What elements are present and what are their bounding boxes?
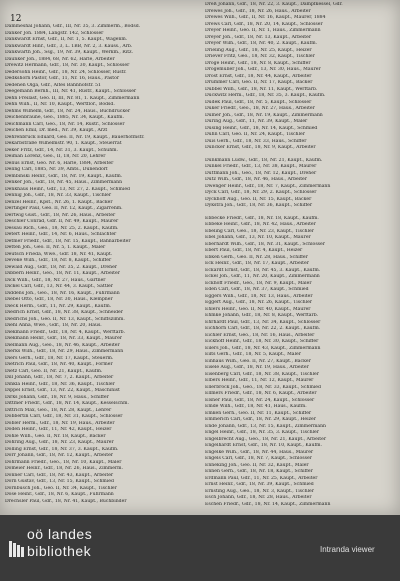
directory-entry: Elbers Heinr., Gdr., 11, Nr. 12, Kaupt., Maurer — [205, 378, 314, 383]
directory-entry: Dinkla Heinr., Gdr., 18, Nr. 36, Kaupt., Tischler — [5, 381, 115, 387]
left-column — [5, 24, 194, 510]
directory-entry: Eilts Gerh., Gdr., 18, Nr. 5, Kaupt., Maler — [205, 352, 301, 357]
directory-entry: Drechsler Paul, Gdr., 18, Nr. 41, Kaupt., Buchbinder — [5, 498, 127, 504]
directory-entry: Deichenbraune, Geo., 1885, Nr. 34, Kaupt., Kaufm. — [5, 115, 124, 120]
directory-entry: Deutsch Frieda, Wwe., Gdr. 18, Nr. 41, Kaupt. — [5, 251, 113, 257]
directory-entry: Dewald Aug., Gdr., 18, Nr. 35, 2. Kaupt., Dreher — [5, 264, 117, 270]
directory-entry: Dertwig Gust., Gdr., 18, Nr. 26, Haus., Arbeiter — [5, 212, 116, 218]
logo-bars-icon — [9, 525, 25, 559]
directory-entry: Drews Carl, Gdr., 18, Nr. 20, 14, Kaupt., Schlosser — [205, 21, 323, 27]
directory-entry: Dembinski Heinr., Gdr., 18, Nr. 19, Kaupt., Kaufm. — [5, 173, 123, 179]
directory-entry: Dankwardt Ernst, Gdr., II, Nr. 1, 5. Kaupt., Wagenm. — [5, 37, 128, 42]
directory-entry: Diddens Joh., Geo., 18, Nr. 16, Kaupt., Fuhrmann — [5, 290, 120, 296]
directory-entry: Dehrenbruck Eduard, Geo. II, Nr. 19, Kaupt., Bauerhofmstr. — [5, 134, 145, 140]
directory-entry: Dümer Joh., Gdr., 18, Nr. 19, Kaupt., Zimmermann — [205, 112, 323, 118]
directory-entry: Eisele Aug., Gdr., 18, Nr. 19, Haus., Arbeiter — [205, 365, 309, 370]
directory-entry: Ellerbrock Joh., Geo., 18, Nr. 33, Kaupt., Schmied — [205, 384, 321, 390]
directory-entry: Dykstra Joh., Gdr., 18, Nr. 36, Kaupt., Schiffer — [205, 203, 313, 208]
directory-entry: Ernst Heinr., Gdr., 18, Nr. 39, Kaupt., Schmied — [205, 482, 314, 487]
directory-entry: Eckhoff Friedr., Geo., 18, Nr. 9, Kaupt., Maler — [205, 280, 312, 286]
directory-entry: Engels Carl, Gdr., 18, Nr. 7, Kaupt., Schlosser — [205, 456, 312, 461]
directory-entry: Delius Ernst, Geo. Nr. 6, Harle, 1884, Arbeiter — [5, 160, 114, 166]
library-logo — [9, 525, 139, 565]
directory-entry: Dirks Johann, Gdr., 18, Nr. 9, Haus., Schiffer — [5, 394, 109, 400]
directory-entry: Dornbusch Joh., Geo. II, Nr. 34, Kaupt., Tischler — [5, 485, 117, 491]
directory-entry: Döhring Aug., Gdr., 18, Nr. 23, Kaupt., Maurer — [5, 440, 114, 445]
directory-entry: Dehn Wilh., II, Nr. 10, Kaupt., Wertflor., Bodsd. — [5, 102, 115, 107]
directory-entry: Esch Johann, Gdr., 18, Nr. 28, Haus., Arbeiter — [205, 495, 312, 500]
directory-entry: Dankwarth Joh., Ssg., 19, Nr. 39, Kaupt., Werkm., Ritz. — [5, 50, 133, 55]
directory-entry: Diedrich Ernst, Gdr., 18, Nr. 38, Kaupt., Schneider — [5, 310, 123, 315]
directory-entry: Danker Joh. 1884, Langstr. 142, Schlosser — [5, 30, 104, 36]
directory-entry: Deschler Conrad, Gdr. II, Nr. 49, Kaupt., Maurer — [5, 219, 119, 224]
directory-entry: Ernsting Aug., Geo., 18, Nr. 3, Kaupt., Tischler — [205, 488, 314, 494]
directory-entry: Dehn Freilast, Geo. II, III, Nr. 81, 1. Kaupt., Zimmermann — [5, 95, 140, 101]
directory-entry: Eden Carl, Gdr., 18, Nr. 37, Kaupt., Schmied — [205, 287, 309, 292]
right-column — [205, 2, 394, 510]
directory-entry: Denkhaus Heinr., Gdr., 13, Nr. 27, 2. Kaupt., Schmied — [5, 186, 130, 192]
directory-entry: Eggers Wilh., Gdr., 18, Nr. 13, Haus., Arbeiter — [205, 293, 313, 299]
directory-entry: Drieling Aug., Gdr., 18, Nr. 25, Kaupt., Heizer — [205, 47, 312, 53]
directory-entry: Dreyer Wilh., Gdr., 18, Nr. 40, 2. Kaupt., Kaufm. — [205, 41, 318, 46]
directory-entry: Deichmann Carl, Geo., 18, Nr. 14, Rüstr., Schlosser — [5, 121, 125, 127]
directory-entry: Düring Aug., Gdr., 11, Nr. 39, Kaupt., Maler — [205, 119, 308, 124]
directory-entry: Eckardt Ernst, Gdr., 18, Nr. 45, 3. Kaupt., Kaufm. — [205, 267, 321, 273]
directory-entry: Ende Johann, Gdr., 13, Nr. 15, Kaupt., Zimmermann — [205, 423, 327, 429]
directory-entry: Duncker Ernst, Gdr., 18, Nr. 9, Kaupt., Arbeiter — [205, 145, 316, 150]
directory-entry: Dorn Gustav, Gdr., 13, Nr. 15, Kaupt., Schmied — [5, 479, 114, 484]
directory-entry: Engelhardt Ernst, Gdr., 18, Nr. 10, Kaupt., Kaufm. — [205, 443, 322, 448]
directory-entry: Drewes Wilh., Gdr., II, Nr. 16, Kaupt., Maurer, 1884 — [205, 15, 326, 20]
directory-entry: Döhle Wilh., Geo. II, Nr. 18, Kaupt., Bäcker — [5, 433, 106, 439]
directory-entry: Eggert Aug., Gdr., 18, Nr. 26, Kaupt., Tischler — [205, 300, 312, 305]
directory-entry: Eschen Friedr., Gdr., 18, Nr. 14, Kaupt., Zimmermann — [205, 501, 331, 507]
directory-entry: Dekarbstraße Wilhelmstr. 90, 1. Kaupt., Steuerrat — [5, 141, 122, 146]
directory-entry: Dittrich Max, Geo., 18, Nr. 28, Kaupt., Lehrer — [5, 407, 112, 413]
directory-entry: Dubbel Wilh., Gdr., 18, Nr. 11, Kaupt., Werftarb. — [205, 86, 318, 92]
directory-entry: Eisenberg Carl, Gdr., 18, Nr. 38, Kaupt., Tischler — [205, 371, 319, 377]
directory-entry: Dippel Ernst, Gdr., 13, Nr. 22, Kaupt., Maschinist — [5, 388, 120, 393]
directory-entry: Emmerich Carl, Gdr., 18, Nr. 29, Kaupt., Heizer — [205, 417, 316, 422]
directory-entry: Dill Johann, Gdr., 18, Nr. 7, 2. Kaupt., Arbeiter — [5, 375, 114, 380]
directory-entry: Ebeling Carl, Geo., 18, Nr. 23, Kaupt., Tischler — [205, 228, 314, 234]
directory-entry: Deling Carl, 1885, Nr. 39, Amts., Dünendorf — [5, 167, 108, 172]
directory-entry: Einhaus Wilh., Geo. II, Nr. 27, Kaupt., Bäcker — [205, 358, 311, 364]
directory-entry: Engelke Wilh., Gdr., 18, Nr. 44, Haus., Maurer — [205, 449, 314, 455]
directory-entry: Engelbrecht Aug., Geo., 18, Nr. 21, Kaupt., Arbeiter — [205, 436, 327, 442]
directory-entry: Donner Carl, Gdr., 18, Nr. 43, Kaupt., Arbeiter — [5, 472, 114, 478]
directory-entry: Dehms Wilhelm, Gdr., 18, Nr. 24, Haus., Buchdrucker — [5, 108, 131, 114]
directory-entry: Deichen Emil, Dr. med., Nr. 39, Kaupt., Arzt — [5, 128, 108, 133]
directory-entry: Deiman Lorenz, Geo., II, 18, Nr. 20, Lehrer — [5, 154, 106, 159]
logo-text-line2: bibliothek — [27, 543, 92, 559]
directory-entry: Dieck Herm., Gdr., 11, Nr. 29, Kaupt., Kaufm. — [5, 303, 112, 309]
page-number: 12 — [10, 14, 22, 24]
directory-entry: Ehlers Heinr., Geo. II, Nr. 40, Kaupt., Maurer — [205, 306, 311, 312]
directory-entry: Drümmer Carl, Geo. II, Nr. 17, Kaupt., Bäcker — [205, 80, 313, 85]
directory-entry: Doden Heinr., Gdr., 11, Nr. 42, Kaupt., Heizer — [5, 427, 112, 432]
directory-entry: Düker Friedr., Geo., 18, Nr. 27, Haus., Arbeiter — [205, 106, 315, 111]
directory-entry: Drost Ernst, Gdr., 18, Nr. 44, Kaupt., Arbeiter — [205, 73, 312, 79]
directory-entry: Ellmers Friedr., Gdr., 18, Nr. 6, Kaupt., Arbeiter — [205, 391, 317, 396]
directory-entry: Dunkmann Ludw., Gdr., 18, Nr. 21, Kaupt., Kaufm. — [205, 157, 323, 163]
directory-entry: Duis Gerh., Gdr., 18, Nr. 33, Haus., Schiffer — [205, 138, 307, 144]
directory-entry: Emken Gerh., Geo. II, Nr. 11, Kaupt., Schiffer — [205, 410, 312, 416]
directory-entry: Dunkel Friedr., Gdr., 13, Nr. 38, Kaupt., Maurer — [205, 164, 317, 169]
directory-entry: Dreß Johann, Gdr., 18, Nr. 22, 3. Kaupt., Dampfkessel, Gdr. — [205, 2, 343, 7]
directory-entry: Diekmann Heinr., Gdr., 18, Nr. 33, Kaupt., Maurer — [5, 336, 123, 341]
directory-entry: Erdmann Paul, Gdr., 11, Nr. 25, Kaupt., Arbeiter — [205, 475, 318, 481]
directory-entry: Dohrmann Friedr., Geo., 18, Nr. 10, Kaupt., Maler — [5, 459, 122, 465]
directory-entry: Duhn Carl, Geo. II, Nr. 24, Kaupt., Tischler — [205, 132, 305, 137]
directory-entry: Detmer Friedr., Gdr., 18, Nr. 15, Kaupt., Bahnarbeiter — [5, 238, 131, 244]
directory-entry: Dick Wilh., Gdr., 18, Nr. 27, Haus., Gärtner — [5, 277, 106, 283]
directory-entry: Dobbertin Carl, Gdr., 18, Nr. 31, Kaupt., Schlosser — [5, 414, 123, 419]
directory-entry: Dröge Heinr., Gdr., 18, Nr. 8, Kaupt., Schiffer — [205, 60, 311, 66]
directory-entry: Detert Heinr., Gdr., 14, Nr. 6, Haus., Schlachter — [5, 232, 117, 237]
directory-entry: Ennen Gerh., Gdr., 18, Nr. 18, Kaupt., Schiffer — [205, 469, 313, 474]
directory-entry: Dreyer Heinr., Geo. II, Nr. 1, Haus., Zimmermann — [205, 28, 321, 33]
directory-entry: Düsing Heinr., Gdr., 18, Nr. 14, Kaupt., Schmied — [205, 125, 318, 131]
directory-entry: Ebert Paul, Gdr., 18, Nr. 4, Kaupt., Heizer — [205, 248, 303, 253]
directory-entry: Dwenger Heinr., Gdr., 18, Nr. 7, Kaupt., Zimmermann — [205, 183, 331, 189]
directory-entry: Detten Joh., Geo. II, Nr. 5, 1. Kaupt., Maler — [5, 245, 106, 250]
directory-entry: Domeier Heinr., Gdr., 18, Nr. 26, Haus., Zimmerm. — [5, 466, 123, 471]
directory-entry: Deegemann Bernh., III, Nr. 41, Rüstr., Kaupt., Schlosser — [5, 89, 137, 94]
directory-entry: Ebel Johann, Gdr., 13, Nr. 10, Kaupt., Maurer — [205, 235, 311, 240]
directory-entry: Dertinger Paul, Geo. II, Nr. 12, Kaupt., Zigarrenm. — [5, 206, 123, 211]
directory-entry: Eichhorn Carl, Gdr., 18, Nr. 22, 2. Kaupt., Kaufm. — [205, 326, 321, 331]
directory-entry: Dölling Ernst, Gdr., 18, Nr. 37, 3. Kaupt., Kaufm. — [5, 446, 119, 452]
viewer-label: Intranda viewer — [320, 545, 375, 554]
directory-entry: Dickel Carl, Gdr., 13, Nr. 44, 3. Kaupt., Sattler — [5, 284, 113, 289]
directory-entry: Dudek Paul, Gdr., 18, Nr. 5, Kaupt., Schlosser — [205, 99, 312, 105]
directory-entry: Dittmer Friedr., Gdr., 18, Nr. 14, Kaupt., Kesselschm. — [5, 401, 129, 406]
directory-entry: Eberhardt Wilh., Gdr., 18, Nr. 31, Kaupt., Schlosser — [205, 241, 325, 247]
directory-entry: Dankwardt Hinr., Gdr., 3, L. 1BB, Nr. 2, 3. Kauss., Arb. — [5, 43, 133, 49]
directory-entry: Eichler Ernst, Geo., 18, Nr. 16, Haus., Arbeiter — [205, 332, 315, 338]
directory-entry: Eilers Joh., Gdr., 18, Nr. 43, Kaupt., Zimmermann — [205, 345, 321, 351]
directory-entry: Dessau Rich., Geo., 18, Nr. 25, 2. Kaupt., Kaufm. — [5, 225, 119, 231]
directory-entry: Dyckhoff Aug., Geo. II, Nr. 15, Kaupt., Bäcker — [205, 196, 312, 202]
directory-entry: Deker Fritz, Gdr., 14, Nr. 31, 3. Kaupt., Schuhm. — [5, 147, 118, 153]
directory-entry: Ebken Gerh., Geo. II, Nr. 28, Haus., Schiffer — [205, 254, 308, 260]
directory-entry: Ebbecke Friedr., Gdr., 18, Nr. 18, Kaupt., Kaufm. — [205, 215, 319, 221]
directory-entry: Dennig Joh., Gdr., 18, Nr. 33, Kaupt., Tischler — [5, 193, 112, 198]
directory-entry: Emde Wilh., Gdr., 18, Nr. 41, Haus., Kaufm. — [205, 404, 307, 409]
directory-entry: Elsner Paul, Gdr., 18, Nr. 24, Kaupt., Schlosser — [205, 397, 315, 403]
directory-entry: Ebbeke Heinr., Gdr., 18, Nr. 42, Haus., Arbeiter — [205, 222, 316, 227]
directory-entry: Eickhoff Heinr., Gdr., 18, Nr. 30, Kaupt., Schiffer — [205, 339, 319, 344]
directory-entry: Ehmke Johann, Gdr., 18, Nr. 8, Kaupt., Werftarb. — [205, 313, 319, 318]
directory-entry: Engel Heinr., Gdr., 18, Nr. 35, 3. Kaupt., Tischler — [205, 430, 319, 435]
directory-entry: Dobler Herm., Gdr., 18, Nr. 19, Haus., Arbeiter — [5, 420, 115, 426]
directory-entry: Diehl Anna, Wwe., Gdr., 18, Nr. 20, Haus. — [5, 323, 102, 328]
directory-entry: Dierks Wilh., Gdr., 18, Nr. 29, Haus., Zimmermann — [5, 349, 124, 354]
directory-entry: Drewitz Hermann, Gdr., 18, Nr. 30, Kaupt., Schlosser — [5, 63, 130, 68]
directory-entry: Dedenen Olga, Gdr., Altes Bahnhofstr. 51 — [5, 82, 101, 88]
directory-entry: Dietz Carl, Geo. II, Nr. 21, Kaupt., Kaufm. — [5, 368, 103, 374]
directory-entry: Diekmann Friedr., Gdr., 18, Nr. 4, Kaupt., Werftarb. — [5, 329, 126, 335]
directory-entry: Duckwitz Herm., Gdr., 18, Nr. 35, 3. Kaupt., Kaufm. — [205, 93, 326, 98]
directory-entry: Dielmann Aug., Geo., 18, Nr. 46, Kaupt., Arbeiter — [5, 342, 120, 348]
logo-text-line1: oö landes — [27, 526, 93, 542]
directory-entry: Dammeshal Johann, Gdr., III, Nr. 35, 3. Zimmerm., Bodsd. — [5, 24, 141, 29]
directory-entry: Dedersohn Heinr., Gdr., 18, Nr. 24, Schlosser, Rüstr. — [5, 69, 127, 75]
directory-entry: Dreyer Joh., Gdr., 18, Nr. 13, Kaupt., Arbeiter — [205, 34, 312, 40]
directory-entry: Eckel Joh., Gdr., 11, Nr. 20, Kaupt., Zimmermann — [205, 274, 320, 279]
directory-entry: Drewes Joh., Gdr., 18, Nr. 26, Haus., Arbeiter — [205, 8, 311, 14]
directory-entry: Dedkshorn Pastor, Gdr., 11, Nr. 16, Haus., Pastor — [5, 76, 120, 81]
directory-entry: Ehrhardt Paul, Gdr., 13, Nr. 34, Kaupt., Schlosser — [205, 319, 321, 325]
directory-entry: Diers Gerh., Gdr., 18, Nr. 17, Kaupt., Steuerm. — [5, 355, 114, 361]
directory-entry: Dietrich Paul, Gdr., 18, Nr. 40, Kaupt., Former — [5, 362, 113, 367]
directory-entry: Dose Heinr., Gdr., 18, Nr. 6, Kaupt., Fuhrmann — [5, 492, 114, 497]
directory-entry: Daunker Joh., 1884, 68, Nr. 62, Harle, Arbeiter — [5, 56, 115, 62]
directory-entry: Driever Fritz, Geo., 18, Nr. 32, Kaupt., Tischler — [205, 54, 315, 59]
directory-entry: Dyck Carl, Gdr., 18, Nr. 29, 2. Kaupt., Schlosser — [205, 190, 317, 195]
directory-entry: Duttmann Joh., Geo., 18, Nr. 12, Kaupt., Dreher — [205, 170, 317, 176]
directory-entry: Dutz Wilh., Gdr., 18, Nr. 46, Haus., Arbeiter — [205, 177, 307, 182]
directory-entry: Diedrichs Joh., Geo. II, Nr. 13, Kaupt., Schiffszimm. — [5, 316, 125, 322]
directory-entry: Drögemüller Joh., Gdr., 13, Nr. 30, Haus., Maurer — [205, 67, 321, 72]
directory-entry: Enneking Joh., Geo. II, Nr. 32, Kaupt., Maler — [205, 462, 309, 468]
directory-entry: Denzel Heinr., Kpst., Nr. 26, 1. Kaupt., Bäcker — [5, 199, 113, 205]
directory-entry: Deveke Wilh., Gdr., 18, Nr. 8, Kaupt., Schiffer — [5, 258, 112, 263]
directory-entry: Diebel Otto, Gdr., 18, Nr. 30, Haus., Klempner — [5, 297, 113, 302]
directory-entry: Dörr Johann, Gdr., 18, Nr. 12, Kaupt., Arbeiter — [5, 453, 113, 458]
directory-entry: Eck Heinr., Gdr., 18, Nr. 17, Kaupt., Arbeiter — [205, 261, 309, 266]
directory-entry: Dibbern Heinr., Geo., 18, Nr. 11, Kaupt., Arbeiter — [5, 271, 120, 276]
directory-entry: Denker Joh., Gdr., 18, Nr. 45, Haus., Zimmermann — [5, 180, 123, 185]
